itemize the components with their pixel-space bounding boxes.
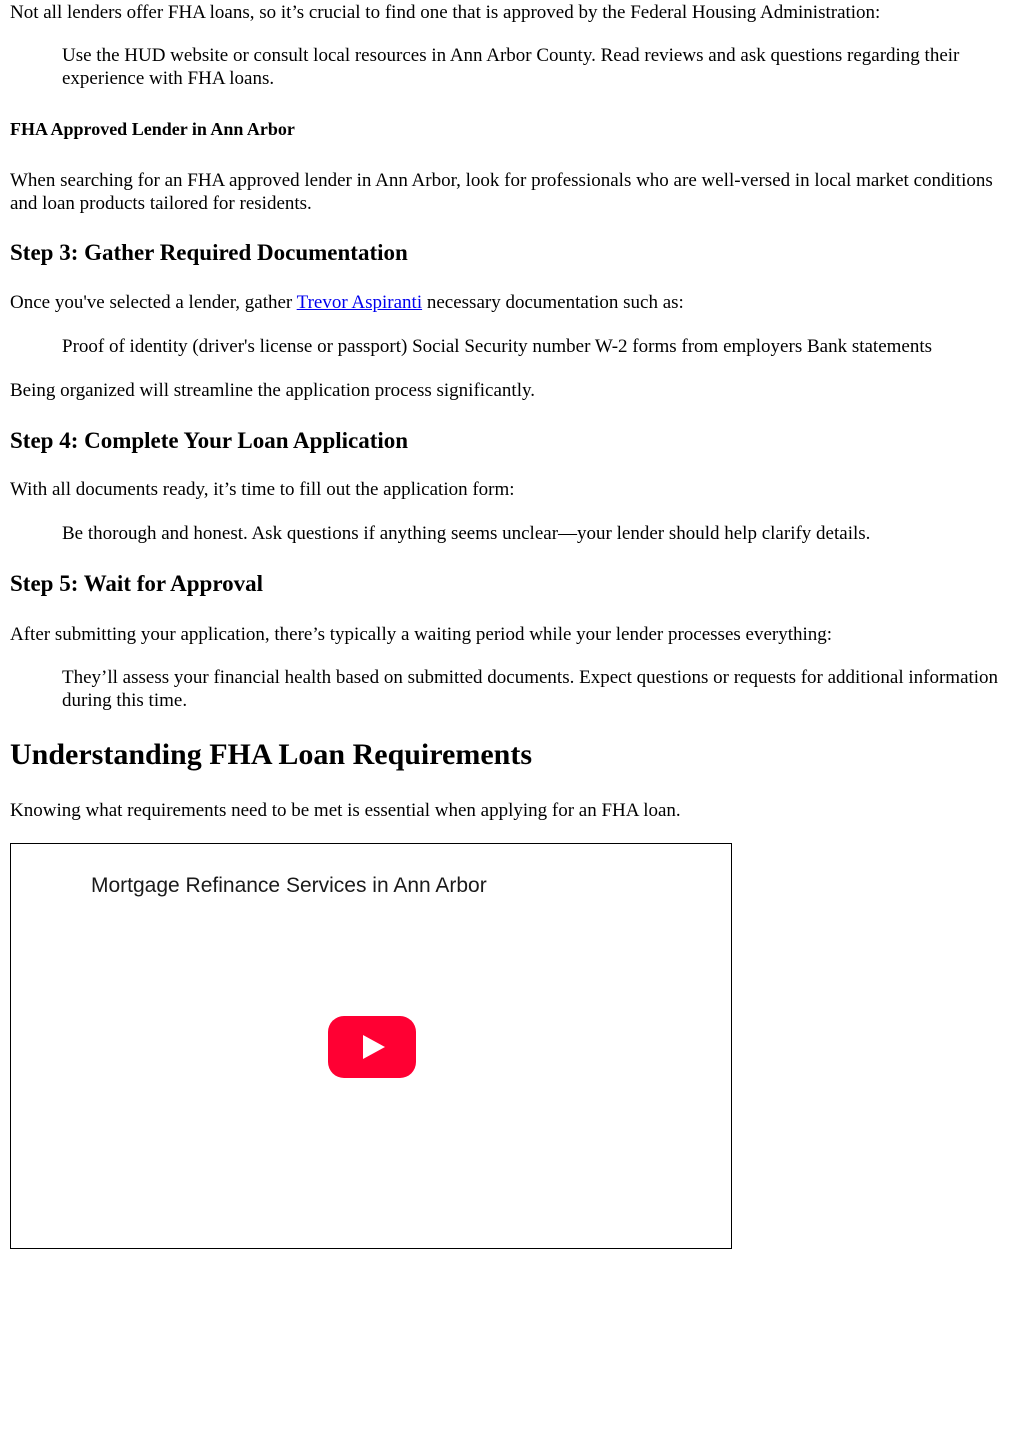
- video-embed[interactable]: [10, 843, 732, 1249]
- step4-heading: Step 4: Complete Your Loan Application: [10, 428, 409, 453]
- requirements-paragraph: Knowing what requirements need to be met is essential when applying for an FHA loan.: [10, 800, 681, 821]
- lender-paragraph: When searching for an FHA approved lender in Ann Arbor, look for professionals who are well-versed in local market conditions and loan products tailored for residents.: [10, 170, 993, 214]
- video-title[interactable]: Mortgage Refinance Services in Ann Arbor: [91, 874, 487, 897]
- step3-paragraph: [10, 291, 1014, 314]
- hud-quote: Use the HUD website or consult local resources in Ann Arbor County. Read reviews and ask questions regarding their experience with FHA loans.: [62, 45, 960, 89]
- step4-quote: Be thorough and honest. Ask questions if anything seems unclear—your lender should help clarify details.: [62, 523, 871, 544]
- step5-quote: They’ll assess your financial health based on submitted documents. Expect questions or requests for additional information during this time.: [62, 667, 999, 711]
- step5-heading: Step 5: Wait for Approval: [10, 571, 264, 596]
- step5-paragraph: After submitting your application, there’s typically a waiting period while your lender processes everything:: [10, 624, 833, 645]
- step3-closing: Being organized will streamline the application process significantly.: [10, 380, 535, 401]
- step4-paragraph: With all documents ready, it’s time to fill out the application form:: [10, 479, 515, 500]
- youtube-play-icon[interactable]: [328, 1016, 416, 1078]
- step3-heading: Step 3: Gather Required Documentation: [10, 240, 408, 265]
- requirements-heading: Understanding FHA Loan Requirements: [10, 738, 533, 771]
- lender-heading: FHA Approved Lender in Ann Arbor: [10, 119, 295, 139]
- intro-paragraph: Not all lenders offer FHA loans, so it’s crucial to find one that is approved by the Federal Housing Administration:: [10, 2, 881, 23]
- step3-text-after: necessary documentation such as:: [422, 292, 684, 313]
- step3-text-before: Once you've selected a lender, gather: [10, 292, 297, 313]
- documents-quote: Proof of identity (driver's license or passport) Social Security number W-2 forms from employers Bank statements: [62, 336, 933, 357]
- trevor-aspiranti-link[interactable]: Trevor Aspiranti: [296, 292, 423, 313]
